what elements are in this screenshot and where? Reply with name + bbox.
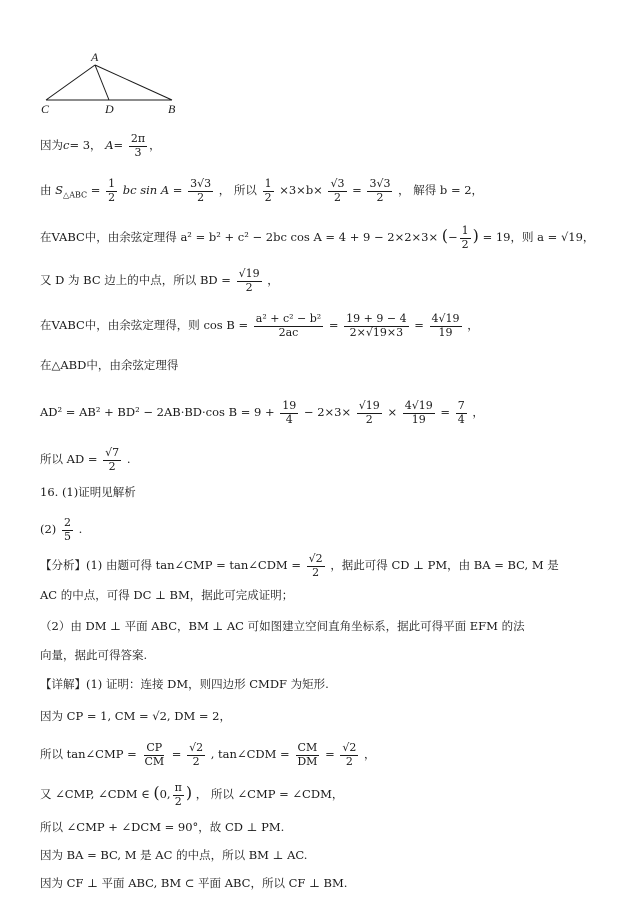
numerator: 7 [457, 399, 465, 412]
numerator: CP [146, 741, 163, 754]
vertex-label-D: D [105, 102, 114, 116]
fraction [430, 313, 462, 339]
denominator: 2 [197, 190, 205, 204]
denominator: 2 [192, 754, 200, 768]
fraction [456, 400, 467, 426]
text: = [90, 183, 101, 198]
text: 又 ∠CMP, ∠CDM ∈ [40, 787, 150, 802]
denominator: 2ac [278, 325, 299, 339]
denominator: 2 [376, 190, 384, 204]
fraction [307, 553, 325, 579]
fraction [367, 178, 392, 204]
text: = [113, 138, 124, 153]
numerator: 4√19 [431, 312, 460, 325]
denominator: 2 [174, 794, 182, 808]
text: ， [364, 747, 376, 762]
line-analysis-3 [40, 621, 525, 633]
denominator: 4 [457, 412, 465, 426]
text: 所以 tan∠CMP = [40, 747, 137, 762]
line-given-c-A [40, 133, 161, 159]
denominator: 19 [438, 325, 453, 339]
denominator: 5 [63, 529, 71, 543]
line-area-formula [40, 178, 483, 204]
numerator: 1 [264, 177, 272, 190]
text: 所以 ∠CMP + ∠DCM = 90°，故 CD ⊥ PM. [40, 820, 285, 834]
text: （2）由 DM ⊥ 平面 ABC，BM ⊥ AC 可如图建立空间直角坐标系，据此可得平面 EFM 的法 [40, 619, 525, 633]
numerator: √19 [358, 399, 380, 412]
denominator: 2 [245, 280, 253, 294]
numerator: √2 [308, 552, 323, 565]
text: (2) [40, 522, 57, 537]
numerator: 3√3 [369, 177, 391, 190]
paren-right: ) [185, 783, 193, 803]
vertex-label-B: B [168, 102, 176, 116]
denominator: DM [297, 754, 318, 768]
text: ， [267, 273, 279, 288]
text: , tan∠CDM = [210, 747, 290, 762]
line-detail-2 [40, 711, 231, 723]
fraction [280, 400, 298, 426]
denominator: 4 [285, 412, 293, 426]
text: = [414, 318, 424, 333]
fraction [328, 178, 346, 204]
text: 【详解】(1) 证明：连接 DM，则四边形 CMDF 为矩形. [40, 677, 329, 691]
denominator: 2 [108, 190, 116, 204]
line-analysis-1 [40, 553, 559, 579]
denominator: 3 [134, 145, 142, 159]
paren-right: ) [472, 226, 479, 246]
denominator: 2 [461, 237, 469, 251]
text: . [126, 452, 131, 467]
denominator: 2×√19×3 [349, 325, 404, 339]
text: = 19，则 a = √19， [482, 230, 595, 245]
text: ， [149, 138, 161, 153]
line-angle-interval [40, 782, 343, 808]
denominator: 2 [365, 412, 373, 426]
fraction [103, 447, 121, 473]
text: 由 [40, 183, 52, 198]
text: 在△ABD中，由余弦定理得 [40, 358, 179, 372]
fraction [173, 782, 184, 808]
numerator: √2 [342, 741, 357, 754]
denominator: 2 [264, 190, 272, 204]
fraction [344, 313, 408, 339]
text: 在VABC中，由余弦定理得，则 cos B = [40, 318, 249, 333]
text: 因为 [40, 138, 63, 153]
paren-left: ( [153, 783, 160, 803]
text: 在VABC中，由余弦定理得 a² = b² + c² − 2bc cos A = 4 + 9 − 2×2×3× [40, 230, 439, 245]
fraction [187, 742, 205, 768]
text: = [325, 747, 335, 762]
text: AC 的中点，可得 DC ⊥ BM，据此可完成证明； [40, 588, 294, 602]
fraction [129, 133, 147, 159]
text: = [328, 318, 339, 333]
line-q16-part2 [40, 517, 82, 543]
numerator: 1 [461, 224, 469, 237]
text: . [78, 522, 83, 537]
fraction [263, 178, 274, 204]
math-c: c [63, 138, 70, 153]
fraction [142, 742, 166, 768]
numerator: √19 [238, 267, 260, 280]
numerator: 1 [108, 177, 116, 190]
math-A: A [105, 138, 114, 153]
text: = [440, 405, 451, 420]
numerator: 4√19 [404, 399, 433, 412]
numerator: 19 + 9 − 4 [346, 312, 407, 325]
numerator: √3 [330, 177, 345, 190]
line-tan-values [40, 742, 376, 768]
numerator: 2 [63, 516, 71, 529]
denominator: CM [144, 754, 165, 768]
fraction [460, 225, 471, 251]
line-cosine-law-a: 在VABC中，由余弦定理得 a² = b² + c² − 2bc cos A = 4 + 9 − 2×2×3× (− $\frac{1}{2}$ ) = 19，则 a = √19， [40, 224, 595, 251]
fraction [62, 517, 73, 543]
line-q16-part1 [40, 487, 136, 499]
text: 16. (1)证明见解析 [40, 485, 136, 499]
text: = [352, 183, 362, 198]
vertex-label-A: A [91, 50, 99, 64]
vertex-label-C: C [41, 102, 50, 116]
line-BD [40, 268, 279, 294]
line-detail-1 [40, 679, 329, 691]
text: ， [472, 405, 484, 420]
text: ， 所以 ∠CMP = ∠CDM， [195, 787, 344, 802]
line-cosB [40, 313, 479, 339]
triangle-figure [36, 50, 186, 116]
line-triangle-ABD [40, 360, 178, 372]
math-S: S [55, 183, 64, 198]
segment-AC [46, 65, 95, 100]
text: AD² = AB² + BD² − 2AB·BD·cos B = 9 + [40, 405, 275, 420]
text: 因为 BA = BC, M 是 AC 的中点，所以 BM ⊥ AC. [40, 848, 308, 862]
line-detail-angle-sum [40, 822, 284, 834]
text: ，据此可得 CD ⊥ PM，由 BA = BC, M 是 [330, 558, 559, 573]
fraction [237, 268, 262, 294]
fraction [254, 313, 323, 339]
numerator: a² + c² − b² [255, 312, 322, 325]
text: 0, [159, 787, 171, 802]
paren-left: ( [441, 226, 449, 246]
text: ， [467, 318, 479, 333]
text: = [171, 747, 182, 762]
fraction [357, 400, 382, 426]
line-detail-perpendicular [40, 878, 347, 890]
text: 因为 CF ⊥ 平面 ABC, BM ⊂ 平面 ABC，所以 CF ⊥ BM. [40, 876, 348, 890]
text: − 2×3× [303, 405, 352, 420]
denominator: 2 [108, 459, 116, 473]
text: 向量，据此可得答案. [40, 648, 148, 662]
text: = 3， [69, 138, 102, 153]
line-analysis-2 [40, 590, 293, 602]
fraction [188, 178, 213, 204]
line-detail-midpoint [40, 850, 307, 862]
numerator: CM [297, 741, 318, 754]
denominator: 2 [312, 565, 320, 579]
line-analysis-4 [40, 650, 147, 662]
text: 因为 CP = 1, CM = √2, DM = 2， [40, 709, 232, 723]
numerator: √7 [105, 446, 120, 459]
subscript: △ABC [63, 190, 88, 200]
denominator: 2 [345, 754, 353, 768]
text: 【分析】(1) 由题可得 tan∠CMP = tan∠CDM = [40, 558, 301, 573]
fraction [403, 400, 435, 426]
line-AD [40, 447, 130, 473]
numerator: √2 [189, 741, 204, 754]
fraction [340, 742, 358, 768]
text: × [387, 405, 398, 420]
fraction [106, 178, 117, 204]
denominator: 2 [333, 190, 341, 204]
text: bc sin A = [122, 183, 183, 198]
denominator: 19 [411, 412, 426, 426]
numerator: 3√3 [190, 177, 212, 190]
text: ， 所以 [218, 183, 257, 198]
numerator: 2π [130, 132, 146, 145]
text: 所以 AD = [40, 452, 98, 467]
text: ， 解得 b = 2， [398, 183, 484, 198]
text: 又 D 为 BC 边上的中点，所以 BD = [40, 273, 231, 288]
numerator: π [174, 781, 182, 794]
text: ×3×b× [279, 183, 323, 198]
fraction [295, 742, 319, 768]
line-AD-squared [40, 400, 484, 426]
numerator: 19 [282, 399, 297, 412]
